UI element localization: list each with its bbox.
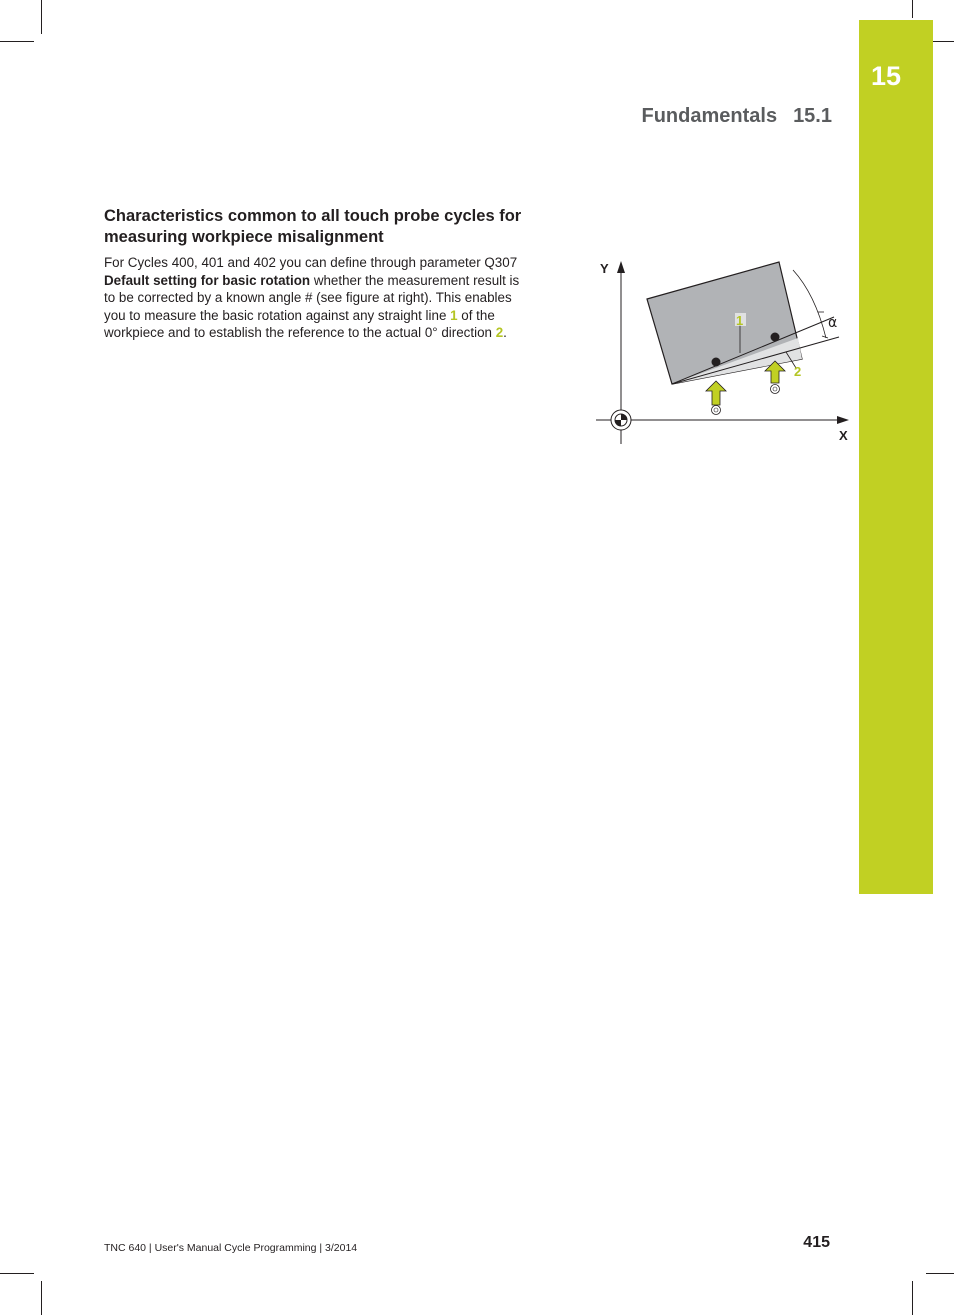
touch-point — [771, 333, 780, 342]
paragraph-text: of the workpiece and to establish the reference to the actual 0° direction — [104, 307, 496, 341]
section-title: Fundamentals — [641, 105, 778, 127]
footer-text: TNC 640 | User's Manual Cycle Programming | 3/2014 — [104, 1242, 358, 1254]
angle-arc — [793, 270, 826, 338]
x-axis-label: X — [839, 428, 848, 443]
angle-symbol: α — [828, 315, 838, 331]
paragraph-text: . — [503, 325, 507, 341]
chapter-tab — [859, 20, 933, 894]
crop-mark — [912, 0, 913, 18]
paragraph-text: whether the measurement result is to be corrected by a known angle # (see figure at right). This enables you to measure the basic rotation against any straight line — [104, 272, 520, 323]
page-number: 415 — [803, 1234, 830, 1251]
label-1: 1 — [736, 313, 744, 328]
chapter-number: 15 — [870, 61, 902, 91]
probe-arrow-1 — [706, 381, 726, 415]
parameter-name: Default setting for basic rotation — [104, 272, 311, 288]
arc-tick — [822, 336, 828, 338]
x-axis-arrow — [837, 416, 849, 424]
paragraph-text: For Cycles 400, 401 and 402 you can define through parameter Q307 — [104, 255, 518, 270]
y-axis-arrow — [617, 261, 625, 273]
crop-mark — [926, 1273, 954, 1274]
crop-mark — [0, 1273, 34, 1274]
touch-point — [712, 358, 721, 367]
running-header — [641, 103, 832, 129]
misalignment-figure — [590, 256, 860, 448]
crop-mark — [41, 1281, 42, 1315]
origin-icon — [611, 410, 631, 430]
label-2: 2 — [794, 364, 802, 379]
body-paragraph — [104, 254, 524, 342]
y-axis-label: Y — [600, 261, 609, 276]
crop-mark — [912, 1281, 913, 1315]
reference-1: 1 — [450, 307, 458, 323]
crop-mark — [0, 41, 34, 42]
crop-mark — [41, 0, 42, 34]
section-number: 15.1 — [793, 105, 832, 127]
reference-2: 2 — [495, 325, 504, 341]
section-heading: Characteristics common to all touch probe cycles for measuring workpiece misalignment — [104, 207, 522, 246]
